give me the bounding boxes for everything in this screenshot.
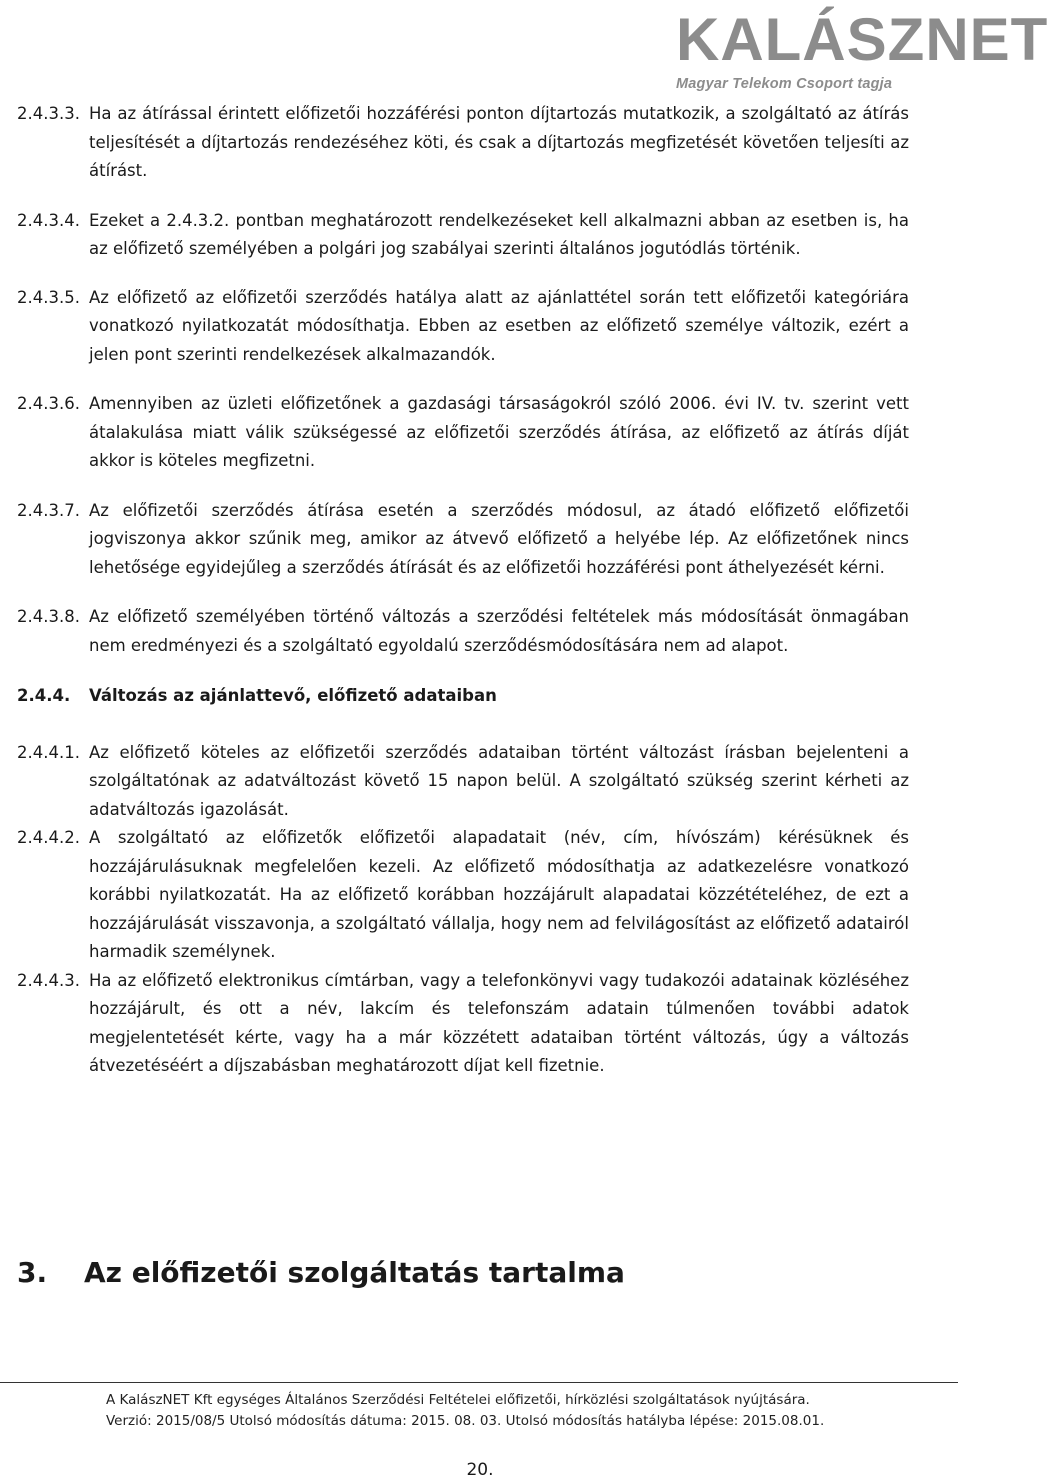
section-title: Változás az ajánlattevő, előfizető adataiban bbox=[89, 686, 497, 705]
page-number: 20. bbox=[466, 1460, 494, 1480]
paragraph-2-4-4-2 bbox=[17, 824, 909, 967]
paragraph-number: 2.4.3.6. bbox=[17, 394, 80, 413]
paragraph-text: Amennyiben az üzleti előfizetőnek a gazdasági társaságokról szóló 2006. évi IV. tv. szerint vett átalakulása miatt válik szükségessé az előfizetői szerződés átírása, az előfizető az átírás díját akkor is köteles megfizetni. bbox=[89, 394, 909, 470]
logo-wordmark: KALÁSZNET bbox=[676, 6, 1048, 73]
footer-line-1: A KalászNET Kft egységes Általános Szerződési Feltételei előfizetői, hírközlési szolgáltatások nyújtására. bbox=[106, 1392, 810, 1408]
paragraph-text: Az előfizetői szerződés átírása esetén a szerződés módosul, az átadó előfizető előfizetői jogviszonya akkor szűnik meg, amikor az átvevő előfizető a helyébe lép. Az előfizetőnek nincs lehetősége egyidejűleg a szerződés átírását és az előfizetői hozzáférési pont áthelyezését kérni. bbox=[89, 500, 909, 577]
paragraph-number: 2.4.3.5. bbox=[17, 287, 80, 307]
paragraph-2-4-4-1 bbox=[17, 739, 909, 825]
paragraph-text: Az előfizető az előfizetői szerződés hatálya alatt az ajánlattétel során tett előfizetői kategóriára vonatkozó nyilatkozatát módosíthatja. Ebben az esetben az előfizető személye változik, ezért a jelen pont szerinti rendelkezések alkalmazandók. bbox=[89, 287, 909, 364]
chapter-title: Az előfizetői szolgáltatás tartalma bbox=[84, 1256, 625, 1289]
section-heading-2-4-4 bbox=[17, 682, 909, 711]
chapter-heading bbox=[17, 1253, 625, 1293]
chapter-number: 3. bbox=[17, 1256, 48, 1289]
paragraph-2-4-3-3 bbox=[17, 100, 909, 186]
footer-line-2: Verzió: 2015/08/5 Utolsó módosítás dátuma: 2015. 08. 03. Utolsó módosítás hatályba lépése: 2015.08.01. bbox=[106, 1413, 825, 1429]
paragraph-text: Az előfizető személyében történő változás a szerződési feltételek más módosítását önmagában nem eredményezi és a szolgáltató egyoldalú szerződésmódosítására nem ad alapot. bbox=[89, 607, 909, 655]
paragraph-2-4-3-7 bbox=[17, 497, 909, 583]
paragraph-2-4-3-8 bbox=[17, 603, 909, 660]
paragraph-text: Az előfizető köteles az előfizetői szerződés adataiban történt változást írásban bejelenteni a szolgáltatónak az adatváltozást követő 15 napon belül. A szolgáltató szükség szerint kérheti az adatváltozás igazolását. bbox=[89, 742, 909, 819]
paragraph-text: A szolgáltató az előfizetők előfizetői alapadatait (név, cím, hívószám) kérésüknek és hozzájárulásuknak megfelelően kezeli. Az előfizető módosíthatja az adatkezelésre vonatkozó korábbi nyilatkozatát. Ha az előfizető korábban hozzájárult alapadatai közzétételéhez, de ezt a hozzájárulását visszavonja, a szolgáltató vállalja, hogy nem ad felvilágosítást az előfizető adatairól harmadik személynek. bbox=[89, 828, 909, 961]
paragraph-2-4-4-3 bbox=[17, 967, 909, 1081]
document-body bbox=[17, 100, 909, 1081]
paragraph-text: Ha az előfizető elektronikus címtárban, vagy a telefonkönyvi vagy tudakozói adatainak közléséhez hozzájárult, és ott a név, lakcím és telefonszám adatain túlmenően további adatok megjelentetését kérte, vagy ha a már közzétett adataiban történt változás, úgy a változás átvezetéséért a díjszabásban meghatározott díjat kell fizetnie. bbox=[89, 970, 909, 1075]
paragraph-number: 2.4.3.3. bbox=[17, 104, 80, 123]
section-number: 2.4.4. bbox=[17, 686, 71, 705]
paragraph-2-4-3-5 bbox=[17, 284, 909, 370]
paragraph-2-4-3-4 bbox=[17, 207, 909, 264]
company-logo bbox=[672, 4, 1048, 100]
footer-divider bbox=[0, 1382, 958, 1383]
paragraph-number: 2.4.4.1. bbox=[17, 742, 80, 762]
paragraph-number: 2.4.4.2. bbox=[17, 828, 80, 847]
paragraph-text: Ezeket a 2.4.3.2. pontban meghatározott rendelkezéseket kell alkalmazni abban az esetben is, ha az előfizető személyében a polgári jog szabályai szerinti általános jogutódlás történik. bbox=[89, 210, 909, 258]
page-footer bbox=[106, 1390, 824, 1432]
paragraph-text: Ha az átírással érintett előfizetői hozzáférési ponton díjtartozás mutatkozik, a szolgáltató az átírás teljesítését a díjtartozás rendezéséhez köti, és csak a díjtartozás megfizetését követően teljesíti az átírást. bbox=[89, 104, 909, 180]
paragraph-2-4-3-6 bbox=[17, 390, 909, 476]
paragraph-number: 2.4.4.3. bbox=[17, 970, 80, 990]
paragraph-number: 2.4.3.8. bbox=[17, 607, 80, 626]
logo-tagline: Magyar Telekom Csoport tagja bbox=[676, 76, 893, 92]
paragraph-number: 2.4.3.7. bbox=[17, 500, 80, 520]
paragraph-number: 2.4.3.4. bbox=[17, 210, 80, 230]
